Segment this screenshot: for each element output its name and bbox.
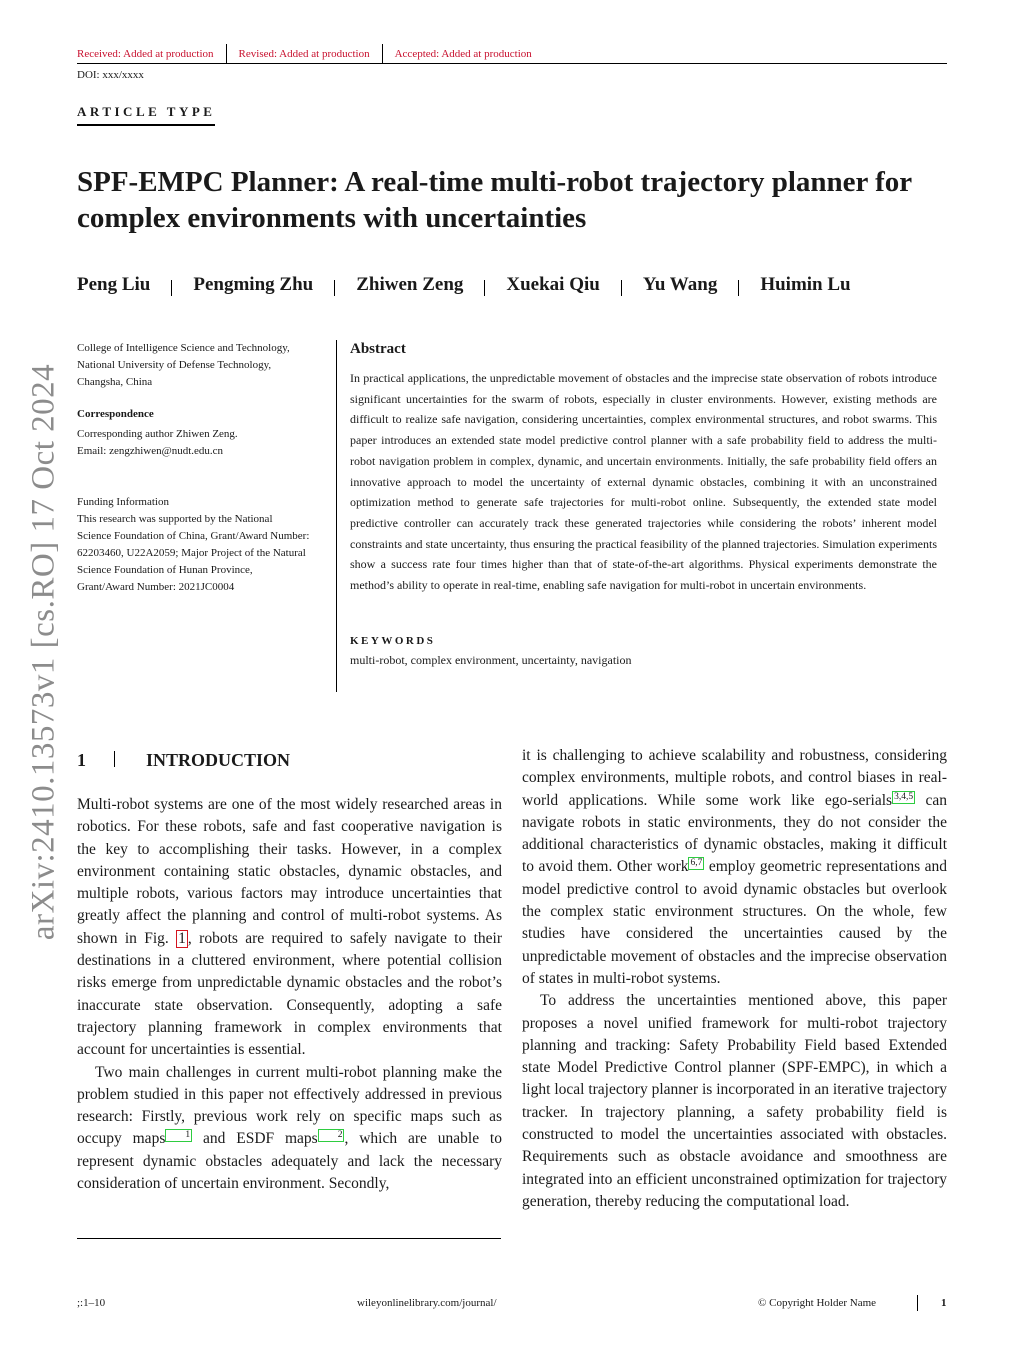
citation-link[interactable]: 6,7 [690, 858, 703, 869]
paragraph: Multi-robot systems are one of the most widely researched areas in robotics. For these robots, safe and fast cooperative navigation is the key to accomplishing their tasks. However, in a complex environment containing static obstacles, dynamic obstacles, and multiple robots, various factors may introduce uncertainties that greatly affect the planning and control of multi-robot systems. As shown in Fig. 1 , robots are required to safely navigate to their destinations in a cluttered environment, where potential collision risks emerge from unpredictable dynamic obstacles and the robot’s inaccurate state observation. Consequently, adopting a safe trajectory planning framework in complex environments that account for uncertainties is essential. [77, 796, 502, 1059]
keywords-heading: KEYWORDS [350, 635, 436, 647]
correspondence [77, 406, 327, 460]
email[interactable]: Email: zengzhiwen@nudt.edu.cn [77, 445, 224, 457]
abstract-text: In practical applications, the unpredictable movement of obstacles and the imprecise state observation of robots introduce significant uncertainties for the swarm of robots, especially in cluster environments. However, existing methods are difficult to realize safe navigation, considering uncertainties, complex environmental structures, and robot swarms. This paper introduces an extended state model predictive control planner with a safe probability field to address the multi-robot navigation problem in complex, dynamic, and uncertain environments. Initially, the safe probability field offers an innovative approach to model the uncertainty of external dynamic obstacles, combining it with an unconstrained optimization method to generate safe trajectories for multi-robot online. Subsequently, the extended state model predictive controller can accurately track these generated trajectories while considering the robots’ inherent model constraints and state uncertainty, thus ensuring the practical feasibility of the planned trajectories. Simulation experiments show a success rate four times higher than that of state-of-the-art algorithms. Physical experiments demonstrate the method’s ability to operate in real-time, enabling safe navigation for multi-robot in uncertain environments. [350, 371, 937, 593]
author-name: Zhiwen Zeng [356, 274, 464, 295]
citation-link[interactable]: 3,4,5 [894, 791, 914, 802]
affiliation-line: College of Intelligence Science and Technology, [77, 342, 290, 354]
paragraph: Two main challenges in current multi-robot planning make the problem studied in this paper not effectively addressed in previous research: Firstly, previous work rely on specific maps such as occupy maps 1 and ESDF maps 2 , which are unable to represent dynamic obstacles adequately and lack the necessary consideration of uncertain environment. Secondly, [77, 1063, 502, 1193]
author-name: Huimin Lu [760, 274, 851, 295]
divider [171, 280, 172, 296]
accepted-date: Accepted: Added at production [394, 48, 532, 60]
funding-line: Science Foundation of Hunan Province, [77, 564, 253, 576]
section-title: INTRODUCTION [146, 750, 291, 770]
header-rule [77, 63, 947, 64]
body-left-column [77, 794, 502, 1195]
body-right-column [522, 745, 947, 1213]
funding-line: Grant/Award Number: 2021JC0004 [77, 581, 235, 593]
author-name: Yu Wang [642, 274, 718, 295]
divider [114, 751, 115, 767]
author-name: Pengming Zhu [193, 274, 314, 295]
divider [621, 280, 622, 296]
funding-information [77, 494, 327, 596]
section-number: 1 [77, 750, 86, 770]
figure-reference-link[interactable]: 1 [178, 929, 186, 947]
citation-link[interactable]: 1 [165, 1129, 192, 1142]
page-number: 1 [941, 1297, 947, 1309]
doi: DOI: xxx/xxxx [77, 69, 144, 81]
arxiv-identifier: arXiv:2410.13573v1 [cs.RO] 17 Oct 2024 [25, 363, 62, 941]
keywords-text: multi-robot, complex environment, uncertainty, navigation [350, 653, 632, 667]
footnote-rule [77, 1238, 501, 1239]
page-range: ;:1–10 [77, 1297, 106, 1309]
author-name: Xuekai Qiu [506, 274, 600, 295]
affiliation [77, 340, 327, 391]
paragraph: To address the uncertainties mentioned above, this paper proposes a novel unified framework for multi-robot trajectory planning and tracking: Safety Probability Field based Extended state Model Predictive Control planner (SPF-EMPC), in which a light local trajectory planner is incorporated in an iterative trajectory tracker. In trajectory planning, a safety probability field is constructed to model the uncertainties associated with obstacles. Requirements such as obstacle avoidance and smoothness are integrated into an efficient unconstrained optimization for trajectory generation, thereby reducing the computational load. [522, 992, 947, 1210]
divider [334, 280, 335, 296]
journal-url[interactable]: wileyonlinelibrary.com/journal/ [357, 1297, 497, 1309]
divider [917, 1295, 918, 1311]
funding-line: Science Foundation of China, Grant/Award Number: [77, 530, 310, 542]
received-date: Received: Added at production [77, 48, 214, 60]
copyright: © Copyright Holder Name [758, 1297, 877, 1309]
article-dates [77, 44, 544, 64]
author-name: Peng Liu [77, 274, 151, 295]
funding-line: This research was supported by the National [77, 513, 273, 525]
divider [738, 280, 739, 296]
revised-date: Revised: Added at production [238, 48, 370, 60]
funding-heading: Funding Information [77, 496, 169, 508]
author-list [77, 274, 851, 296]
funding-line: 62203460, U22A2059; Major Project of the Natural [77, 547, 306, 559]
affiliation-line: National University of Defense Technology, [77, 359, 272, 371]
article-type: ARTICLE TYPE [77, 104, 215, 126]
affiliation-line: Changsha, China [77, 376, 153, 388]
divider [484, 280, 485, 296]
paragraph: it is challenging to achieve scalability and robustness, considering complex environments, multiple robots, and control biases in real-world applications. While some work like ego-serials 3,4,5 can navigate robots in static environments, they do not consider the additional characteristics of dynamic obstacles, making it difficult to avoid them. Other work 6,7 employ geometric representations and model predictive control to avoid dynamic obstacles but overlook the complex static environment structures. On the whole, few studies have considered the uncertainties caused by the unpredictable movement of obstacles and the imprecise observation of states in multi-robot systems. [522, 747, 948, 987]
citation-link[interactable]: 2 [318, 1129, 345, 1142]
abstract-heading: Abstract [350, 341, 406, 357]
paper-title: SPF-EMPC Planner: A real-time multi-robot trajectory planner for complex environments with uncertainties [77, 166, 912, 234]
column-divider [336, 340, 337, 692]
correspondence-heading: Correspondence [77, 408, 154, 420]
corresponding-author: Corresponding author Zhiwen Zeng. [77, 428, 238, 440]
